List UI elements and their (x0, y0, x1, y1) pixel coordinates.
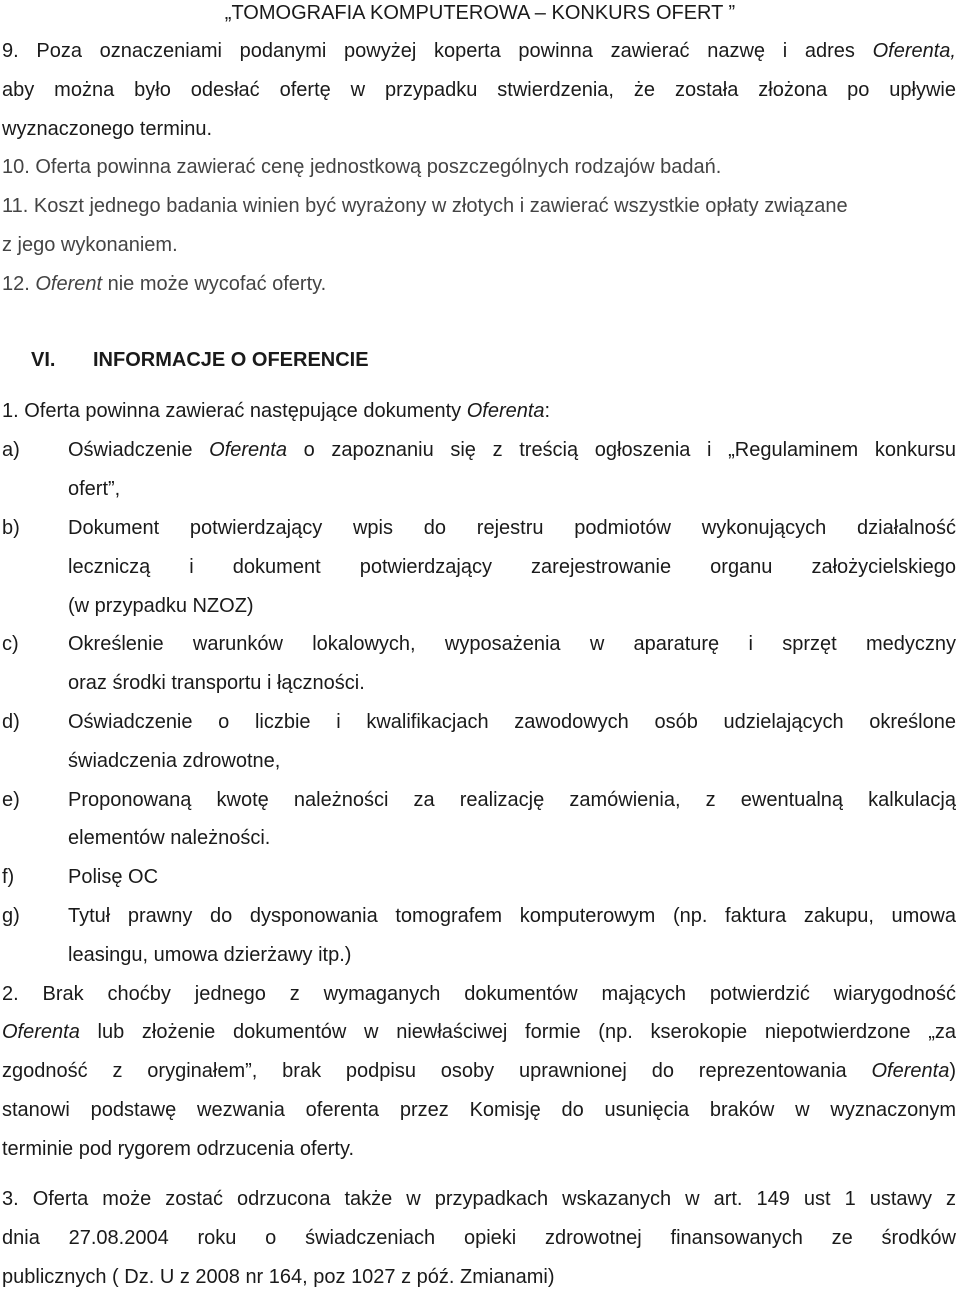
item-c-line-2: oraz środki transportu i łączności. (68, 672, 365, 694)
point-3-line-3: publicznych ( Dz. U z 2008 nr 164, poz 1027 z póź. Zmianami) (2, 1266, 555, 1288)
item-d-line-1: Oświadczenie o liczbie i kwalifikacjach zawodowych osób udzielających określone (68, 711, 956, 733)
paragraph-12: 12. Oferent nie może wycofać oferty. (2, 273, 327, 295)
item-c-line-1: Określenie warunków lokalowych, wyposażenia w aparaturę i sprzęt medyczny (68, 633, 956, 655)
item-b-line-1: Dokument potwierdzający wpis do rejestru podmiotów wykonujących działalność (68, 517, 956, 539)
item-g-label: g) (2, 905, 20, 927)
paragraph-11-line-1: 11. Koszt jednego badania winien być wyrażony w złotych i zawierać wszystkie opłaty związane (2, 195, 848, 217)
point-2-line-2: Oferenta lub złożenie dokumentów w niewłaściwej formie (np. kserokopie niepotwierdzone „za (2, 1021, 956, 1043)
item-a-label: a) (2, 439, 20, 461)
item-b-line-3: (w przypadku NZOZ) (68, 595, 254, 617)
item-e-label: e) (2, 789, 20, 811)
item-a-line-1: Oświadczenie Oferenta o zapoznaniu się z treścią ogłoszenia i „Regulaminem konkursu (68, 439, 956, 461)
paragraph-9-line-2: aby można było odesłać ofertę w przypadku stwierdzenia, że została złożona po upływie (2, 79, 956, 101)
point-3-line-1: 3. Oferta może zostać odrzucona także w przypadkach wskazanych w art. 149 ust 1 ustawy z (2, 1188, 956, 1210)
paragraph-9-line-1: 9. Poza oznaczeniami podanymi powyżej koperta powinna zawierać nazwę i adres Oferenta, (2, 40, 956, 62)
paragraph-10: 10. Oferta powinna zawierać cenę jednostkową poszczególnych rodzajów badań. (2, 156, 722, 178)
section-heading (31, 348, 960, 372)
point-2-line-1: 2. Brak choćby jednego z wymaganych dokumentów mających potwierdzić wiarygodność (2, 983, 956, 1005)
item-f-label: f) (2, 866, 15, 888)
item-g-line-2: leasingu, umowa dzierżawy itp.) (68, 944, 352, 966)
point-3-line-2: dnia 27.08.2004 roku o świadczeniach opieki zdrowotnej finansowanych ze środków (2, 1227, 956, 1249)
point-2-line-4: stanowi podstawę wezwania oferenta przez Komisję do usunięcia braków w wyznaczonym (2, 1099, 956, 1121)
item-e-line-1: Proponowaną kwotę należności za realizację zamówienia, z ewentualną kalkulacją (68, 789, 956, 811)
section-title: INFORMACJE O OFERENCIE (93, 349, 369, 371)
document-header: „TOMOGRAFIA KOMPUTEROWA – KONKURS OFERT ” (224, 2, 736, 24)
paragraph-11-line-2: z jego wykonaniem. (2, 234, 178, 256)
item-b-line-2: leczniczą i dokument potwierdzający zarejestrowanie organu założycielskiego (68, 556, 956, 578)
item-a-line-2: ofert”, (68, 478, 121, 500)
point-1: 1. Oferta powinna zawierać następujące dokumenty Oferenta: (2, 400, 551, 422)
point-2-line-5: terminie pod rygorem odrzucenia oferty. (2, 1138, 355, 1160)
item-b-label: b) (2, 517, 20, 539)
section-number: VI. (31, 349, 56, 371)
point-2-line-3: zgodność z oryginałem”, brak podpisu osoby uprawnionej do reprezentowania Oferenta) (2, 1060, 956, 1082)
item-g-line-1: Tytuł prawny do dysponowania tomografem komputerowym (np. faktura zakupu, umowa (68, 905, 956, 927)
item-f-line-1: Polisę OC (68, 866, 159, 888)
item-c-label: c) (2, 633, 19, 655)
item-e-line-2: elementów należności. (68, 827, 271, 849)
item-d-line-2: świadczenia zdrowotne, (68, 750, 281, 772)
item-d-label: d) (2, 711, 20, 733)
paragraph-9-line-3: wyznaczonego terminu. (2, 118, 213, 140)
